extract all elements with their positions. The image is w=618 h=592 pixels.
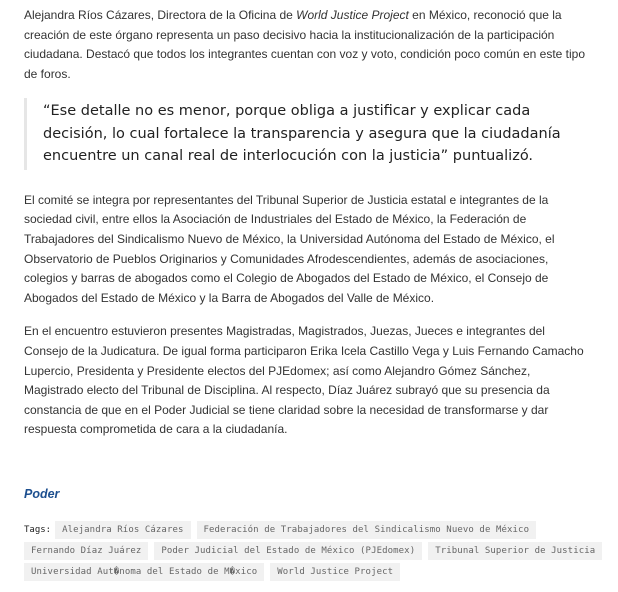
- tag-link[interactable]: Universidad Aut�noma del Estado de M�xico: [24, 563, 264, 581]
- organization-name: World Justice Project: [296, 8, 409, 22]
- pull-quote: [24, 98, 590, 170]
- tags-section: [24, 519, 604, 582]
- tag-link[interactable]: Poder Judicial del Estado de México (PJEdomex): [154, 542, 422, 560]
- category-link-poder[interactable]: Poder: [24, 487, 60, 501]
- tag-link[interactable]: Tribunal Superior de Justicia: [428, 542, 602, 560]
- tag-row: [24, 540, 604, 561]
- tag-row: [24, 519, 604, 540]
- tag-row: [24, 561, 604, 582]
- tag-link[interactable]: Federación de Trabajadores del Sindicalismo Nuevo de México: [197, 521, 537, 539]
- tag-link[interactable]: World Justice Project: [270, 563, 400, 581]
- article-paragraph-1: [24, 6, 590, 84]
- tag-link[interactable]: Alejandra Ríos Cázares: [55, 521, 190, 539]
- pull-quote-text: “Ese detalle no es menor, porque obliga a justificar y explicar cada decisión, lo cual fortalece la transparencia y asegura que la ciudadanía encuentre un canal real de interlocución con la justicia” puntualizó.: [43, 103, 561, 165]
- article-body: [24, 6, 590, 454]
- tags-label: Tags:: [24, 524, 52, 535]
- article-paragraph-2: El comité se integra por representantes del Tribunal Superior de Justicia estatal e integrantes de la sociedad civil, entre ellos la Asociación de Industriales del Estado de México, la Federación de Trabajadores del Sindicalismo Nuevo de México, la Universidad Autónoma del Estado de México, el Observatorio de Pueblos Originarios y Comunidades Afrodescendientes, además de asociaciones, colegios y barras de abogados como el Colegio de Abogados del Estado de México, el Consejo de Abogados del Estado de México y la Barra de Abogados del Valle de México.: [24, 192, 555, 305]
- paragraph-1-lead: Alejandra Ríos Cázares, Directora de la Oficina de: [24, 8, 297, 22]
- paragraph-1-rest: en México, reconoció que la creación de este órgano representa un paso decisivo hacia la institucionalización de la participación ciudadana. Destacó que todos los integrantes cuentan con voz y voto, condición poco común en este tipo de foros.: [24, 8, 586, 81]
- tag-link[interactable]: Fernando Díaz Juárez: [24, 542, 148, 560]
- article-paragraph-3: En el encuentro estuvieron presentes Magistradas, Magistrados, Juezas, Jueces e integrantes del Consejo de la Judicatura. De igual forma participaron Erika Icela Castillo Vega y Luis Fernando Camacho Lupercio, Presidenta y Presidente electos del PJEdomex; así como Alejandro Gómez Sánchez, Magistrado electo del Tribunal de Disciplina. Al respecto, Díaz Juárez subrayó que su presencia da constancia de que en el Poder Judicial se tiene claridad sobre la necesidad de transformarse y dar respuesta comprometida de cara a la ciudadanía.: [24, 324, 584, 437]
